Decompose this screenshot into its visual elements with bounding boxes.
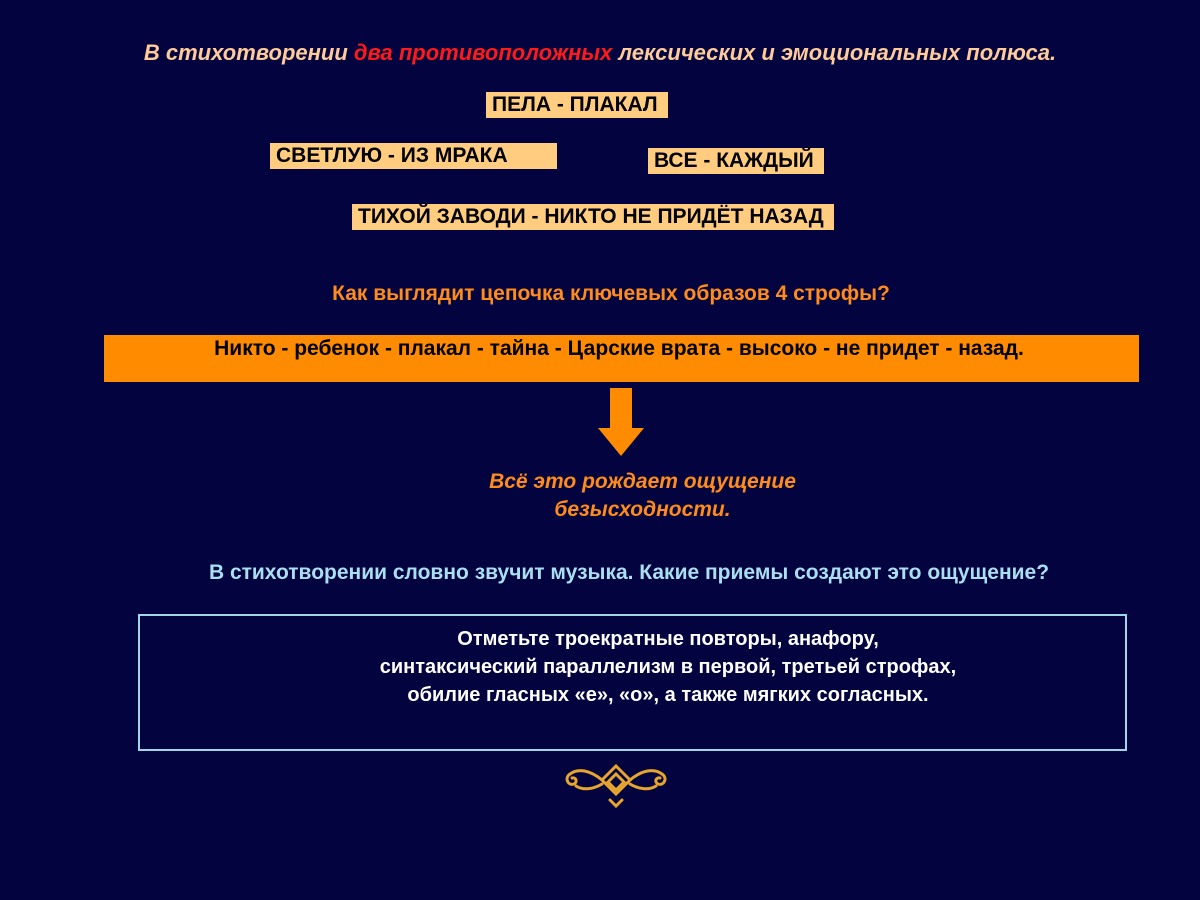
answer-line-2: синтаксический параллелизм в первой, третьей строфах, (379, 656, 957, 678)
answer-line-3: обилие гласных «е», «о», а также мягких согласных. (407, 684, 929, 706)
title-part-2: лексических и эмоциональных полюса. (612, 40, 1057, 65)
title-part-1: В стихотворении (143, 40, 354, 65)
word-pair-2: СВЕТЛУЮ - ИЗ МРАКА (270, 143, 557, 169)
decorative-ornament-icon (560, 760, 672, 810)
question-chain: Как выглядит цепочка ключевых образов 4 строфы? (332, 282, 890, 305)
chain-text: Никто - ребенок - плакал - тайна - Царские врата - высоко - не придет - назад. (214, 337, 1024, 360)
word-pair-4: ТИХОЙ ЗАВОДИ - НИКТО НЕ ПРИДЁТ НАЗАД (352, 204, 834, 230)
conclusion-text (440, 468, 845, 524)
title-accent: два противоположных (353, 40, 613, 65)
question-music: В стихотворении словно звучит музыка. Какие приемы создают это ощущение? (208, 561, 1050, 584)
answer-text (238, 625, 1098, 709)
slide-title (0, 40, 1200, 66)
word-pair-3: ВСЕ - КАЖДЫЙ (648, 148, 824, 174)
conclusion-line-2: безысходности. (554, 498, 731, 521)
down-arrow-icon (598, 388, 644, 458)
answer-line-1: Отметьте троекратные повторы, анафору, (457, 628, 879, 650)
conclusion-line-1: Всё это рождает ощущение (489, 470, 796, 493)
word-pair-1: ПЕЛА - ПЛАКАЛ (486, 92, 668, 118)
